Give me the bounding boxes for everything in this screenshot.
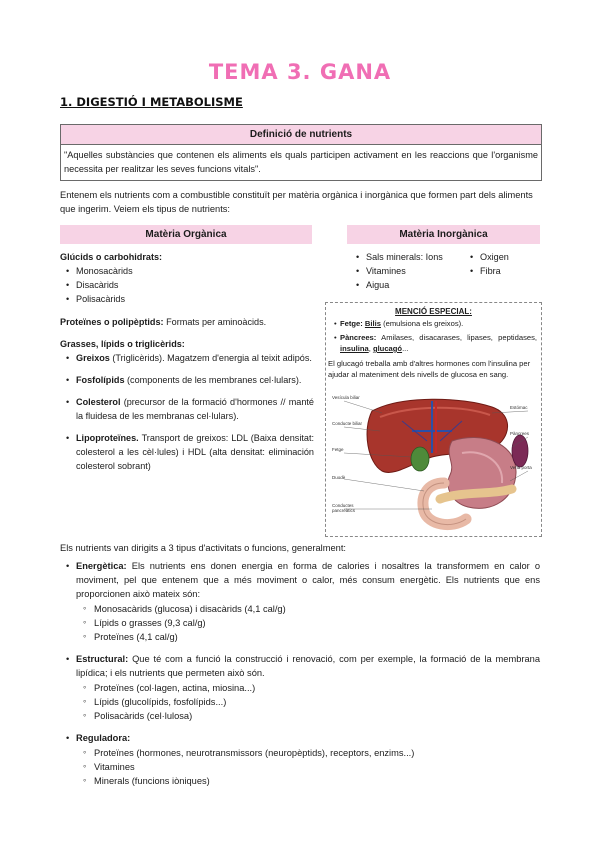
inorganic-list-2 [466,250,540,278]
list-item: ◦ Proteïnes (4,1 cal/g) [82,630,540,644]
list-item: • Disacàrids [62,278,314,292]
lipid-name: Fosfolípids [76,375,125,385]
inorganic-header: Matèria Inorgànica [347,225,540,244]
lipid-desc: (components de les membranes cel·lulars). [124,375,302,385]
lipid-desc: (Triglicèrids). Magatzem d'energia al teixit adipós. [109,353,312,363]
functions-intro: Els nutrients van dirigits a 3 tipus d'activitats o funcions, generalment: [60,543,346,553]
list-item: ◦ Lípids o grasses (9,3 cal/g) [82,616,540,630]
list-item: ◦ Lípids (glucolípids, fosfolípids...) [82,695,540,709]
function-sublist [76,746,540,788]
label-conductes-pancreatics: Conductes pancreàtics [332,503,356,513]
label-pancrees: Pàncrees [510,431,530,436]
organic-header: Matèria Orgànica [60,225,312,244]
function-item-estructural [62,652,540,723]
glucids-list [60,264,314,306]
intro-paragraph: Entenem els nutrients com a combustible constituït per matèria orgànica i inorgànica que formen part dels aliments que ingerim. Veiem els tipus de nutrients: [60,190,533,214]
label-fetge: Fetge [332,447,344,452]
fetge-text: (emulsiona els greixos). [380,319,464,328]
special-list [326,316,541,354]
lipid-desc: Transport de greixos: LDL (Baixa densitat: colesterol a les cèl·lules) i HDL (alta densitat: eliminación colesterol sobrant) [76,433,314,471]
inorganic-list-1 [352,250,462,292]
function-text: Que té com a funció la construcció i renovació, com per exemple, la formació de la membrana lipídica; i els nutrients que permeten això són. [76,654,540,678]
definition-box [60,124,542,181]
proteins-label: Proteïnes o polipèptids: [60,317,164,327]
function-item-reguladora [62,731,540,788]
label-vesicula: Vesícula biliar [332,395,360,400]
comma-text: , [368,344,373,353]
definition-header: Definició de nutrients [61,125,541,145]
lipid-name: Colesterol [76,397,121,407]
list-item: • Fibra [466,264,540,278]
list-item [62,351,314,365]
list-item: • Aigua [352,278,462,292]
special-title: MENCIÓ ESPECIAL: [395,307,472,316]
lipid-desc: (precursor de la formació d'hormones // manté la fluidesa de les membranas cel·lulars). [76,397,314,421]
proteins-text: Formats per aminoàcids. [163,317,267,327]
function-item-energetica [62,559,540,644]
list-item: ◦ Vitamines [82,760,540,774]
special-mention-box [325,302,542,537]
lipids-title: Grasses, lípids o triglicèrids: [60,339,185,349]
list-item: • Vitamines [352,264,462,278]
pancreas-text: Amilases, disacarases, lipases, peptidases, [376,333,537,342]
function-text: Els nutrients ens donen energia en forma de calories i nosaltres la transformem en calor o moviment, pel que entenem que a més moviment o calor, més consum energètic. Els nutrients que ens proporcionen això mateix són: [76,561,540,599]
list-item: ◦ Monosacàrids (glucosa) i disacàrids (4,1 cal/g) [82,602,540,616]
organic-content [60,250,314,473]
lipid-name: Greixos [76,353,110,363]
function-label: Reguladora: [76,733,131,743]
function-sublist [76,602,540,644]
pancreas-label: Pàncrees: [340,333,377,342]
list-item [62,373,314,387]
function-sublist [76,681,540,723]
glucagon-note: El glucagó treballa amb d'altres hormones com l'insulina per ajudar al mateniment dels nivells de glucosa en sang. [328,359,531,379]
liver-pancreas-illustration [332,391,537,533]
function-label: Estructural: [76,654,129,664]
list-item [62,431,314,473]
bilis-text: Bilis [364,319,381,328]
label-vena-porta: Vena porta [510,465,532,470]
list-item: ◦ Minerals (funcions iòniques) [82,774,540,788]
lipids-list [60,351,314,473]
list-item: ◦ Proteïnes (hormones, neurotransmissors (neuropèptids), receptors, enzims...) [82,746,540,760]
list-item: • Polisacàrids [62,292,314,306]
list-item: • Oxigen [466,250,540,264]
list-item: ◦ Proteïnes (col·lagen, actina, miosina...) [82,681,540,695]
list-item [330,332,537,354]
proteins-line [60,315,314,329]
list-item: • Monosacàrids [62,264,314,278]
label-estomac: Estómac [510,405,528,410]
list-item [330,318,537,329]
lipid-name: Lipoproteïnes. [76,433,139,443]
label-duode: Duodè [332,475,346,480]
page-title: TEMA 3. GANA [208,60,392,84]
list-item [62,395,314,423]
fetge-label: Fetge: [340,319,363,328]
insulina-text: insulina [340,344,369,353]
list-item: • Sals minerals: Ions [352,250,462,264]
function-label: Energètica: [76,561,127,571]
glucids-title: Glúcids o carbohidrats: [60,252,163,262]
functions-list [62,559,540,788]
section-heading: 1. DIGESTIÓ I METABOLISME [60,95,243,109]
ellipsis-text: ... [402,344,409,353]
glucagon-text: glucagó [372,344,403,353]
definition-quote: "Aquelles substàncies que contenen els aliments els quals participen activament en les reaccions que l'organisme necessita per realitzar les seves funcions vitals". [64,150,538,174]
label-conducte-biliar: Conducte biliar [332,421,363,426]
list-item: ◦ Polisacàrids (cel·lulosa) [82,709,540,723]
